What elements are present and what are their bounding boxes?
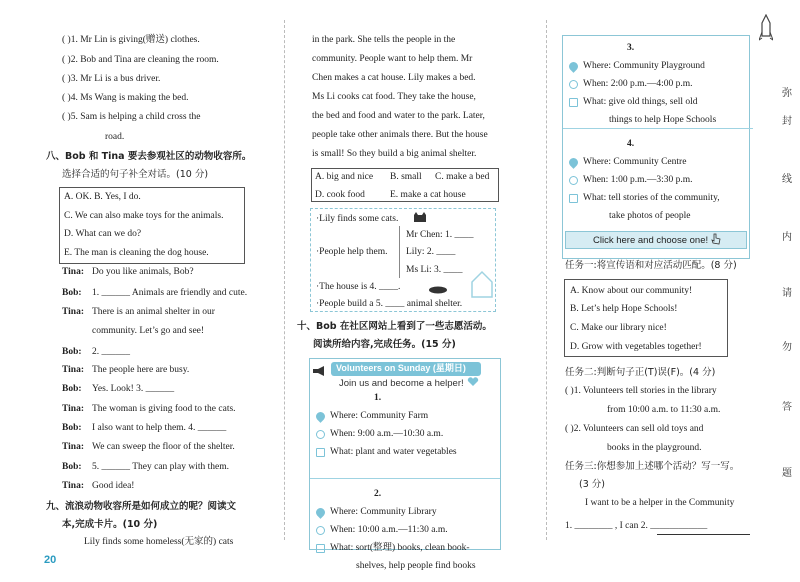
dialog-text: 1. ______ Animals are friendly and cute.	[92, 288, 248, 298]
speaker: Bob:	[62, 288, 82, 298]
section-9-text: Lily finds some homeless(无家的) cats	[84, 537, 234, 547]
binding-char: 内	[782, 232, 792, 243]
card-line-1: ·Lily finds some cats.	[316, 214, 399, 224]
paragraph-line: is small! So they build a big animal shelter.	[312, 149, 477, 159]
card-opt-b: B. small	[390, 172, 422, 182]
banner-title: Volunteers on Sunday (星期日)	[336, 363, 466, 373]
card-li: Ms Li: 3. ____	[406, 265, 463, 275]
event-when: When: 10:00 a.m.—11:30 a.m.	[330, 525, 448, 535]
section-8-title: 八、Bob 和 Tina 要去参观社区的动物收容所。	[46, 151, 252, 162]
speaker: Tina:	[62, 307, 85, 317]
dialog-line	[62, 403, 236, 416]
dialog-line	[62, 346, 130, 359]
event-when: When: 1:00 p.m.—3:30 p.m.	[583, 175, 693, 185]
speaker: Bob:	[62, 384, 82, 394]
q2: ( )2. Bob and Tina are cleaning the room.	[62, 55, 219, 65]
speaker: Bob:	[62, 347, 82, 357]
option-ab: A. OK. B. Yes, I do.	[64, 192, 141, 202]
card-bracket	[399, 226, 400, 278]
clock-icon	[569, 80, 578, 89]
card-line-4: ·The house is 4. ____.	[316, 282, 401, 292]
dialog-line	[62, 461, 229, 474]
slogan-b: B. Let’s help Hope Schools!	[570, 304, 678, 314]
dialog-line	[62, 364, 189, 377]
event-what-cont: take photos of people	[609, 211, 691, 221]
dialog-text: Do you like animals, Bob?	[92, 267, 194, 277]
slogan-c: C. Make our library nice!	[570, 323, 667, 333]
dialog-line	[62, 287, 247, 300]
q1: ( )1. Mr Lin is giving(赠送) clothes.	[62, 35, 200, 45]
event-what: What: sort(整理) books, clean book-	[330, 543, 470, 553]
binding-char: 请	[782, 288, 792, 299]
heart-icon	[467, 377, 479, 387]
binding-char: 弥	[782, 88, 792, 99]
rocket-icon	[759, 14, 773, 44]
card-opt-c: C. make a bed	[435, 172, 490, 182]
card-chen: Mr Chen: 1. ____	[406, 230, 474, 240]
task-2-q2-cont: books in the playground.	[607, 443, 702, 453]
section-10-sub: 阅读所给内容,完成任务。(15 分)	[313, 339, 456, 350]
checklist-icon	[569, 194, 578, 203]
dialog-text: We can sweep the floor of the shelter.	[92, 442, 235, 452]
join-text: Join us and become a helper!	[339, 378, 464, 389]
event-what-cont: shelves, help people find books	[356, 561, 476, 571]
clock-icon	[316, 430, 325, 439]
event-number: 1.	[374, 393, 382, 403]
cat-icon	[412, 211, 428, 223]
dialog-line	[62, 383, 174, 396]
section-8-sub: 选择合适的句子补全对话。(10 分)	[62, 169, 209, 180]
speaker: Tina:	[62, 365, 85, 375]
event-divider	[310, 478, 500, 479]
card-opt-a: A. big and nice	[315, 172, 374, 182]
clock-icon	[569, 176, 578, 185]
event-where: Where: Community Farm	[330, 411, 429, 421]
event-where: Where: Community Playground	[583, 61, 705, 71]
dialog-text: There is an animal shelter in our	[92, 307, 215, 317]
dialog-text: Good idea!	[92, 481, 135, 491]
task-3-prompt: I want to be a helper in the Community	[585, 498, 735, 508]
task-2-title: 任务二:判断句子正(T)误(F)。(4 分)	[565, 367, 716, 378]
dialog-line	[62, 266, 194, 279]
event-where: Where: Community Library	[330, 507, 437, 517]
event-when: When: 9:00 a.m.—10:30 a.m.	[330, 429, 444, 439]
checklist-icon	[569, 98, 578, 107]
card-line-2: ·People help them.	[316, 247, 388, 257]
section-10-title: 十、Bob 在社区网站上看到了一些志愿活动。	[297, 321, 492, 332]
speaker: Tina:	[62, 442, 85, 452]
dialog-line	[92, 325, 204, 338]
dialog-text: 2. ______	[92, 347, 130, 357]
event-what: What: give old things, sell old	[583, 97, 698, 107]
q5: ( )5. Sam is helping a child cross the	[62, 112, 201, 122]
card-lily: Lily: 2. ____	[406, 247, 456, 257]
dialog-line	[62, 441, 235, 454]
dialog-line	[62, 306, 215, 319]
option-e: E. The man is cleaning the dog house.	[64, 248, 209, 258]
task-3-answer: 1. ________ , I can 2. ____________	[565, 521, 708, 531]
slogan-a: A. Know about our community!	[570, 286, 693, 296]
megaphone-icon	[312, 365, 326, 377]
column-divider-1	[284, 20, 285, 540]
event-when: When: 2:00 p.m.—4:00 p.m.	[583, 79, 693, 89]
event-number: 2.	[374, 489, 382, 499]
dialog-text: The woman is giving food to the cats.	[92, 404, 236, 414]
dialog-text: The people here are busy.	[92, 365, 190, 375]
binding-char: 答	[782, 402, 792, 413]
cat-lying-icon	[428, 284, 448, 294]
option-d: D. What can we do?	[64, 229, 142, 239]
column-divider-2	[546, 20, 547, 540]
dialog-text: community. Let’s go and see!	[92, 326, 205, 336]
paragraph-line: in the park. She tells the people in the	[312, 35, 456, 45]
checklist-icon	[316, 448, 325, 457]
paragraph-line: people take other animals there. But the house	[312, 130, 488, 140]
click-label: Click here and choose one!	[593, 235, 709, 246]
task-1-title: 任务一:将宣传语和对应活动匹配。(8 分)	[565, 260, 737, 271]
house-icon	[470, 270, 494, 298]
task-2-q1-cont: from 10:00 a.m. to 11:30 a.m.	[607, 405, 721, 415]
paragraph-line: Ms Li cooks cat food. They take the house,	[312, 92, 476, 102]
task-2-q2: ( )2. Volunteers can sell old toys and	[565, 424, 704, 434]
card-opt-d: D. cook food	[315, 190, 365, 200]
binding-char: 封	[782, 116, 792, 127]
card-opt-e: E. make a cat house	[390, 190, 466, 200]
event-number: 4.	[627, 139, 635, 149]
paragraph-line: the bed and food and water to the park. Later,	[312, 111, 485, 121]
binding-char: 题	[782, 468, 792, 479]
task-3-title: 任务三:你想参加上述哪个活动？写一写。	[565, 461, 740, 472]
task-3-points: (3 分)	[579, 479, 605, 490]
dialog-line	[62, 480, 134, 493]
option-c: C. We can also make toys for the animals.	[64, 211, 224, 221]
speaker: Bob:	[62, 462, 82, 472]
event-what: What: tell stories of the community,	[583, 193, 720, 203]
task-2-q1: ( )1. Volunteers tell stories in the library	[565, 386, 717, 396]
section-9-sub: 本,完成卡片。(10 分)	[62, 519, 158, 530]
event-what: What: plant and water vegetables	[330, 447, 457, 457]
dialog-line	[62, 422, 226, 435]
slogan-d: D. Grow with vegetables together!	[570, 342, 702, 352]
q3: ( )3. Mr Li is a bus driver.	[62, 74, 161, 84]
paragraph-line: community. People want to help them. Mr	[312, 54, 473, 64]
dialog-text: I also want to help them. 4. ______	[92, 423, 227, 433]
q5-cont: road.	[105, 132, 125, 142]
speaker: Tina:	[62, 481, 85, 491]
page-number: 20	[44, 554, 57, 566]
binding-char: 勿	[782, 342, 792, 353]
pointer-hand-icon	[711, 233, 721, 245]
event-where: Where: Community Centre	[583, 157, 687, 167]
event-number: 3.	[627, 43, 635, 53]
dialog-text: 5. ______ They can play with them.	[92, 462, 230, 472]
binding-char: 线	[782, 174, 792, 185]
paragraph-line: Chen makes a cat house. Lily makes a bed.	[312, 73, 476, 83]
event-divider	[563, 128, 753, 129]
card-line-5: ·People build a 5. ____ animal shelter.	[316, 299, 463, 309]
answer-line	[657, 534, 750, 535]
checklist-icon	[316, 544, 325, 553]
q4: ( )4. Ms Wang is making the bed.	[62, 93, 189, 103]
dialog-text: Yes. Look! 3. ______	[92, 384, 175, 394]
speaker: Tina:	[62, 267, 85, 277]
section-9-title: 九、流浪动物收容所是如何成立的呢？阅读文	[46, 501, 237, 512]
speaker: Bob:	[62, 423, 82, 433]
speaker: Tina:	[62, 404, 85, 414]
event-what-cont: things to help Hope Schools	[609, 115, 717, 125]
clock-icon	[316, 526, 325, 535]
